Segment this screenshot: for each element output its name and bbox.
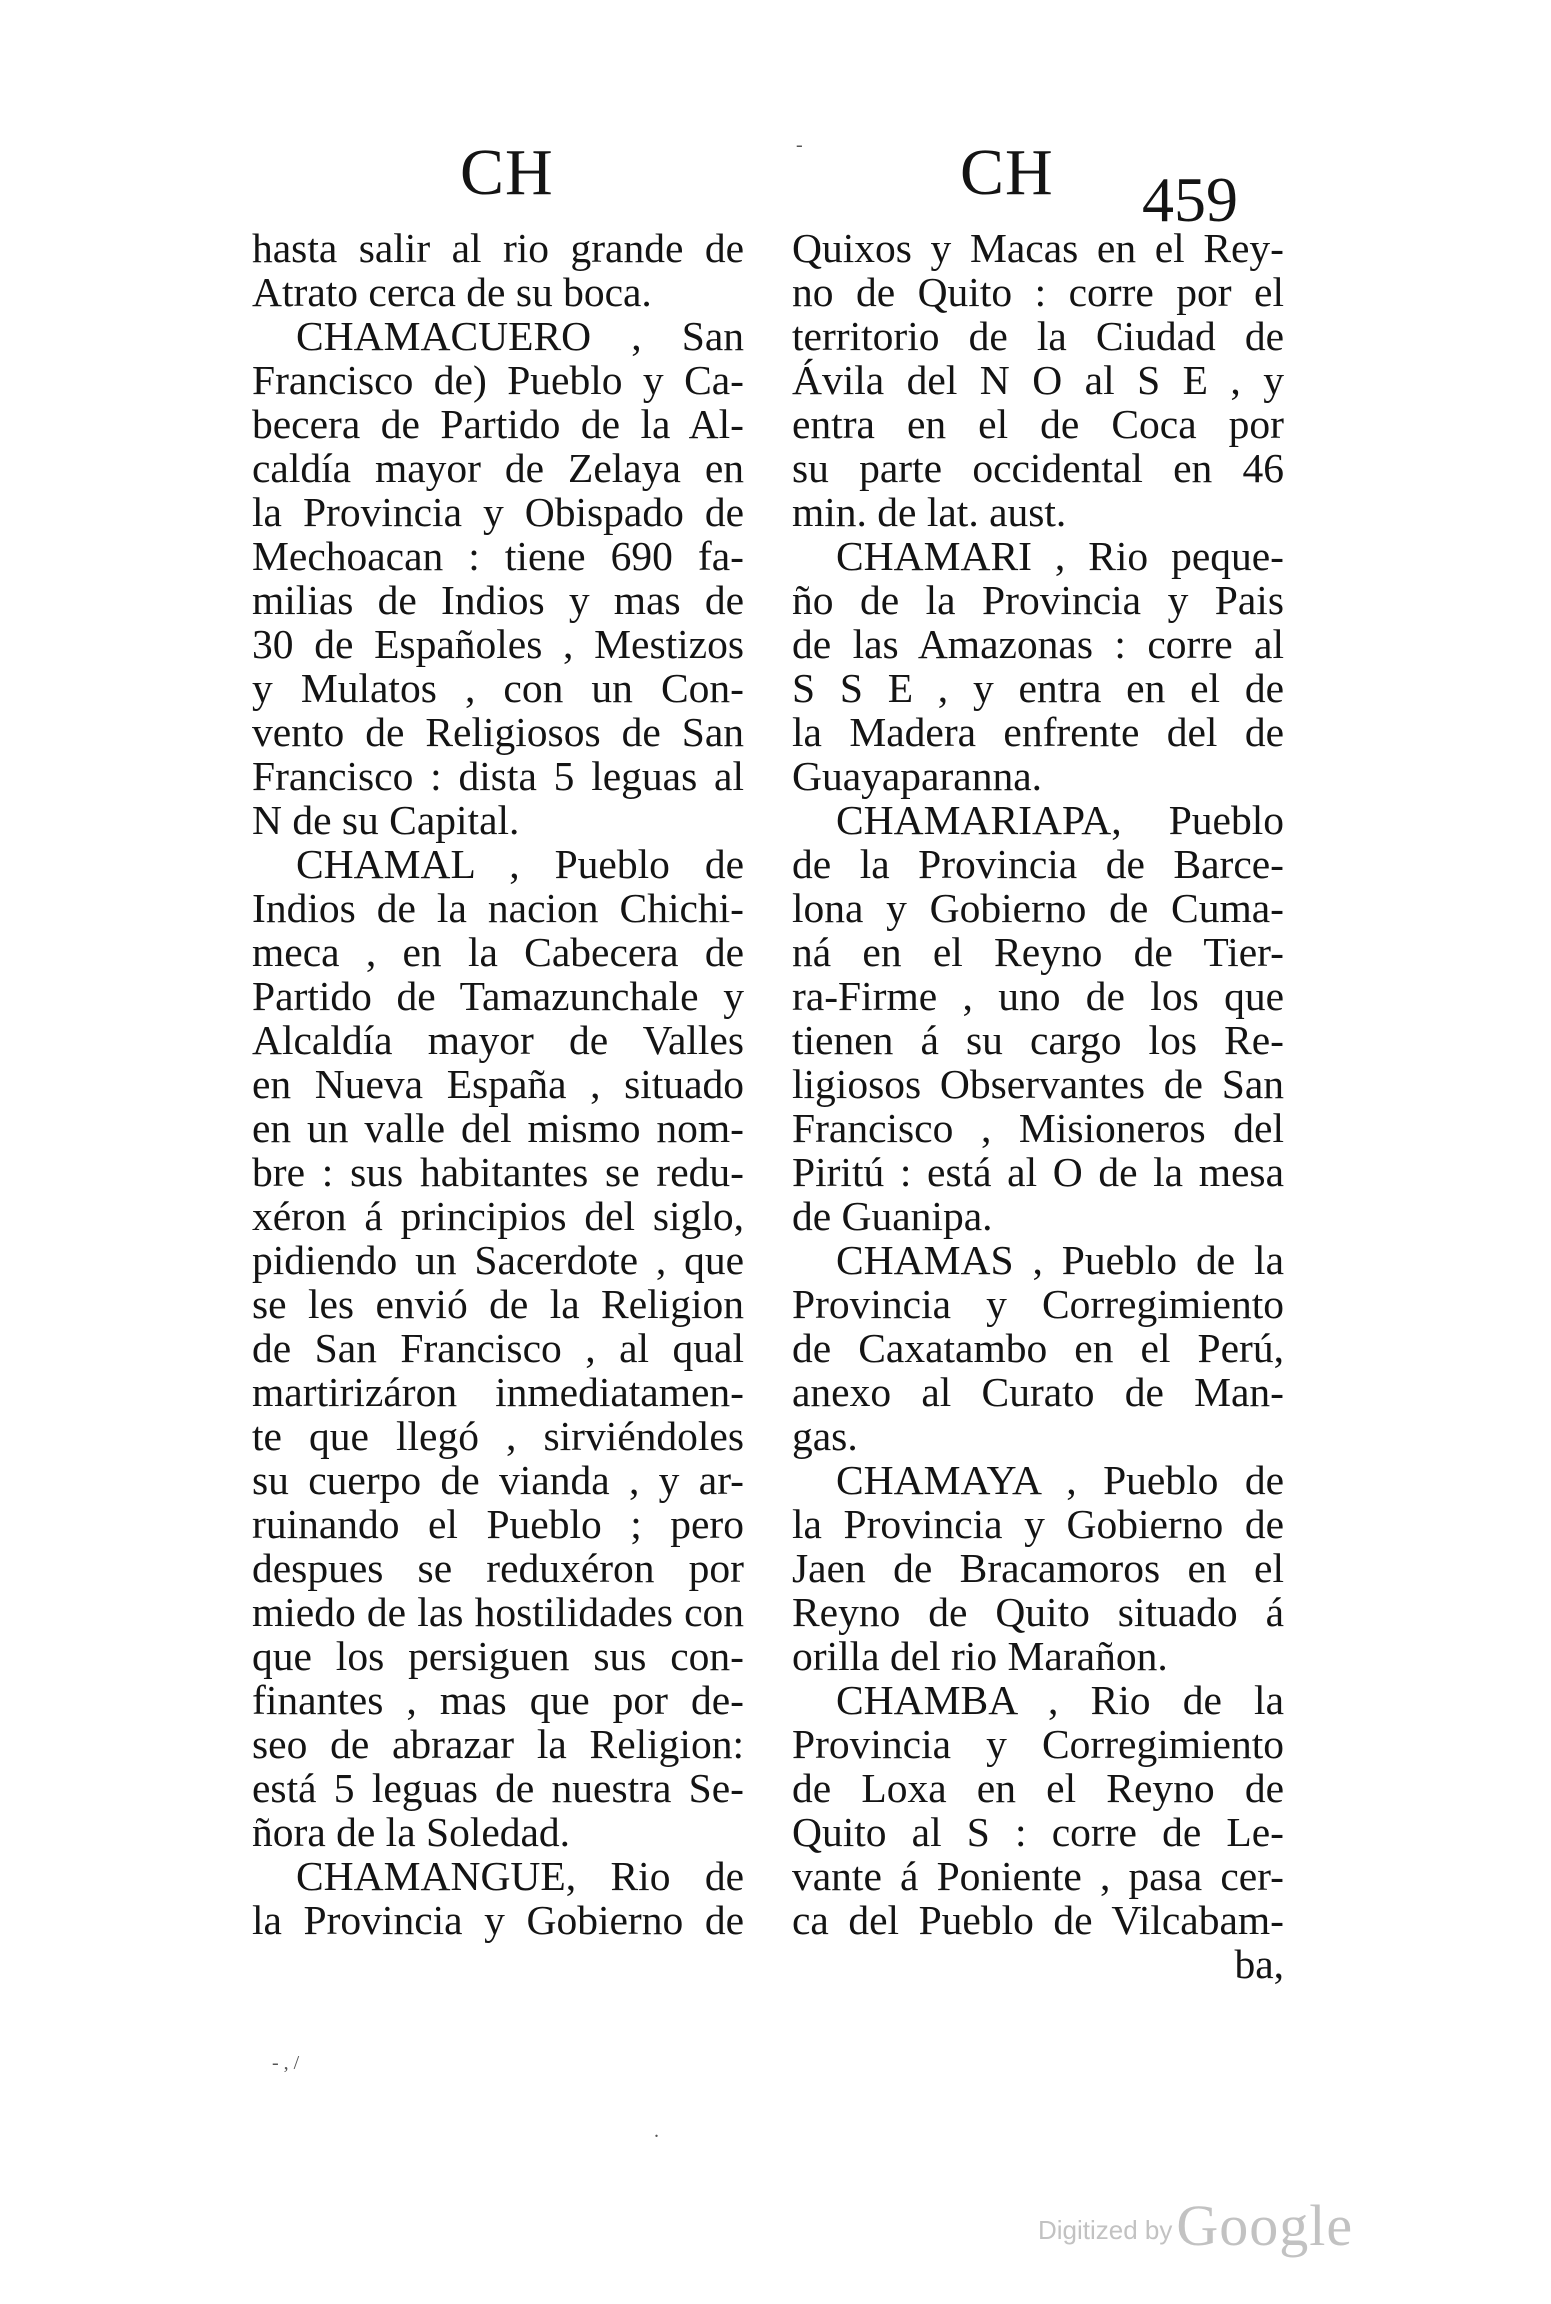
digitized-watermark: [1038, 2192, 1353, 2259]
text-line: entra en el de Coca por: [792, 401, 1284, 447]
left-column: [252, 226, 744, 1942]
text-line: Ávila del N O al S E , y: [792, 357, 1284, 403]
text-line: y Mulatos , con un Con-: [252, 665, 744, 711]
text-line: xéron á principios del siglo,: [252, 1193, 744, 1239]
text-line: Indios de la nacion Chichi-: [252, 885, 744, 931]
text-line: 30 de Españoles , Mestizos: [252, 621, 744, 667]
text-line: de las Amazonas : corre al: [792, 621, 1284, 667]
text-line: CHAMACUERO , San: [296, 313, 744, 359]
text-line: Francisco : dista 5 leguas al: [252, 753, 744, 799]
ink-speck: .: [654, 2120, 659, 2142]
text-line: de Guanipa.: [792, 1193, 993, 1239]
text-line: ca del Pueblo de Vilcabam-: [792, 1897, 1284, 1943]
text-line: S S E , y entra en el de: [792, 665, 1284, 711]
text-line: CHAMANGUE, Rio de: [296, 1853, 744, 1899]
text-line: seo de abrazar la Religion:: [252, 1721, 744, 1767]
text-line: becera de Partido de la Al-: [252, 401, 744, 447]
text-line: la Provincia y Gobierno de: [792, 1501, 1284, 1547]
page-number: 459: [1142, 164, 1238, 235]
text-line: Jaen de Bracamoros en el: [792, 1545, 1284, 1591]
text-line: tienen á su cargo los Re-: [792, 1017, 1284, 1063]
text-line: Mechoacan : tiene 690 fa-: [252, 533, 744, 579]
ink-speck: -: [796, 134, 803, 156]
text-line: CHAMAS , Pueblo de la: [836, 1237, 1284, 1283]
text-line: CHAMAL , Pueblo de: [296, 841, 744, 887]
right-column: [792, 226, 1284, 1986]
text-line: Piritú : está al O de la mesa: [792, 1149, 1284, 1195]
text-line: miedo de las hostilidades con: [252, 1589, 744, 1635]
text-line: Partido de Tamazunchale y: [252, 973, 744, 1019]
text-line: la Madera enfrente del de: [792, 709, 1284, 755]
text-line: CHAMAYA , Pueblo de: [836, 1457, 1284, 1503]
text-line: pidiendo un Sacerdote , que: [252, 1237, 744, 1283]
text-line: Francisco de) Pueblo y Ca-: [252, 357, 744, 403]
text-line: vento de Religiosos de San: [252, 709, 744, 755]
text-line: la Provincia y Gobierno de: [252, 1897, 744, 1943]
text-line: Guayaparanna.: [792, 753, 1043, 799]
text-line: su parte occidental en 46: [792, 445, 1284, 491]
text-line: territorio de la Ciudad de: [792, 313, 1284, 359]
running-header-left: CH: [460, 136, 554, 209]
text-line: gas.: [792, 1413, 858, 1459]
text-line: ñora de la Soledad.: [252, 1809, 571, 1855]
watermark-prefix: Digitized by: [1038, 2215, 1173, 2245]
text-line: ba,: [1234, 1941, 1284, 1987]
text-line: de la Provincia de Barce-: [792, 841, 1284, 887]
text-line: ná en el Reyno de Tier-: [792, 929, 1284, 975]
text-line: ra-Firme , uno de los que: [792, 973, 1284, 1019]
text-line: no de Quito : corre por el: [792, 269, 1284, 315]
google-logo: Google: [1176, 2193, 1354, 2258]
text-line: su cuerpo de vianda , y ar-: [252, 1457, 744, 1503]
text-line: de San Francisco , al qual: [252, 1325, 744, 1371]
running-header-right: CH: [960, 136, 1054, 209]
text-line: ruinando el Pueblo ; pero: [252, 1501, 744, 1547]
text-line: anexo al Curato de Man-: [792, 1369, 1284, 1415]
text-line: caldía mayor de Zelaya en: [252, 445, 744, 491]
text-line: Francisco , Misioneros del: [792, 1105, 1284, 1151]
text-line: ño de la Provincia y Pais: [792, 577, 1284, 623]
text-line: meca , en la Cabecera de: [252, 929, 744, 975]
text-line: lona y Gobierno de Cuma-: [792, 885, 1284, 931]
text-line: Reyno de Quito situado á: [792, 1589, 1284, 1635]
text-line: Alcaldía mayor de Valles: [252, 1017, 744, 1063]
text-line: CHAMARIAPA, Pueblo: [836, 797, 1284, 843]
text-line: hasta salir al rio grande de: [252, 225, 744, 271]
text-line: que los persiguen sus con-: [252, 1633, 744, 1679]
text-line: Provincia y Corregimiento: [792, 1281, 1284, 1327]
text-line: orilla del rio Marañon.: [792, 1633, 1168, 1679]
text-line: martirizáron inmediatamen-: [252, 1369, 744, 1415]
text-line: N de su Capital.: [252, 797, 520, 843]
text-line: Quito al S : corre de Le-: [792, 1809, 1284, 1855]
text-line: bre : sus habitantes se redu-: [252, 1149, 744, 1195]
text-line: milias de Indios y mas de: [252, 577, 744, 623]
text-line: despues se reduxéron por: [252, 1545, 744, 1591]
text-line: CHAMARI , Rio peque-: [836, 533, 1284, 579]
text-line: está 5 leguas de nuestra Se-: [252, 1765, 744, 1811]
text-line: Provincia y Corregimiento: [792, 1721, 1284, 1767]
text-line: CHAMBA , Rio de la: [836, 1677, 1284, 1723]
text-line: finantes , mas que por de-: [252, 1677, 744, 1723]
text-line: de Loxa en el Reyno de: [792, 1765, 1284, 1811]
text-line: ligiosos Observantes de San: [792, 1061, 1284, 1107]
text-line: la Provincia y Obispado de: [252, 489, 744, 535]
text-line: min. de lat. aust.: [792, 489, 1067, 535]
text-line: vante á Poniente , pasa cer-: [792, 1853, 1284, 1899]
text-line: se les envió de la Religion: [252, 1281, 744, 1327]
text-line: Quixos y Macas en el Rey-: [792, 225, 1284, 271]
text-line: Atrato cerca de su boca.: [252, 269, 652, 315]
text-line: de Caxatambo en el Perú,: [792, 1325, 1284, 1371]
text-line: en Nueva España , situado: [252, 1061, 744, 1107]
ink-speck: - , /: [272, 2052, 300, 2074]
text-line: te que llegó , sirviéndoles: [252, 1413, 744, 1459]
text-line: en un valle del mismo nom-: [252, 1105, 744, 1151]
